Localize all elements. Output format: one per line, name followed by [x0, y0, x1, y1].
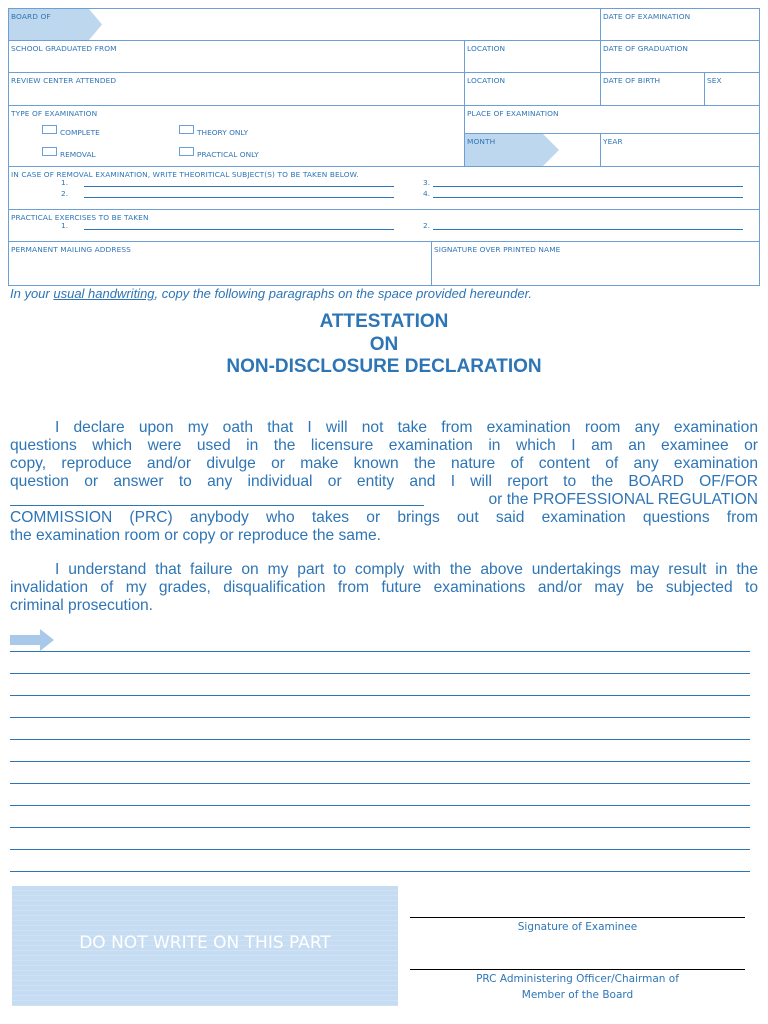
- p1-line-7: the examination room or copy or reproduce the same.: [10, 527, 381, 544]
- signature-printed-name-label: SIGNATURE OVER PRINTED NAME: [434, 245, 561, 254]
- review-center-label: REVIEW CENTER ATTENDED: [11, 76, 117, 85]
- signature-of-examinee-label: Signature of Examinee: [517, 921, 638, 933]
- p1-line-1: I declare upon my oath that I will not take from examination room any examination: [55, 419, 758, 436]
- writing-line-3[interactable]: [10, 695, 750, 696]
- removal-subject-line-1[interactable]: [84, 186, 394, 187]
- removal-note-label: IN CASE OF REMOVAL EXAMINATION, WRITE THEORITICAL SUBJECT(S) TO BE TAKEN BELOW.: [11, 170, 359, 179]
- writing-line-8[interactable]: [10, 805, 750, 806]
- writing-line-1[interactable]: [10, 651, 750, 652]
- prc-officer-label-1: PRC Administering Officer/Chairman of: [476, 973, 679, 985]
- p1-line-2: questions which were used in the licensure examination in which I am an examinee or: [10, 437, 758, 454]
- signature-printed-name-cell[interactable]: [431, 241, 760, 286]
- date-of-examination-cell[interactable]: [600, 8, 760, 41]
- writing-line-7[interactable]: [10, 783, 750, 784]
- removal-num-1: 1.: [61, 178, 69, 187]
- practical-exercises-label: PRACTICAL EXERCISES TO BE TAKEN: [11, 213, 149, 222]
- practical-exercise-line-1[interactable]: [84, 229, 394, 230]
- theory-only-checkbox[interactable]: [179, 125, 194, 134]
- place-of-examination-cell[interactable]: [464, 105, 760, 134]
- school-location-label: LOCATION: [467, 44, 506, 53]
- practical-only-checkbox[interactable]: [179, 147, 194, 156]
- school-location-cell[interactable]: [464, 40, 601, 73]
- p1-line-5-wrap: [10, 491, 758, 509]
- complete-label: COMPLETE: [60, 128, 100, 137]
- examinee-signature-line[interactable]: [410, 917, 745, 918]
- p2-line-2: invalidation of my grades, disqualification from future examinations and/or may be subjected to: [10, 579, 758, 596]
- year-label: YEAR: [603, 137, 623, 146]
- practical-num-1: 1.: [61, 221, 69, 230]
- writing-line-4[interactable]: [10, 717, 750, 718]
- p1-line-3: copy, reproduce and/or divulge or make known the nature of content of any examination: [10, 455, 758, 472]
- removal-checkbox[interactable]: [42, 147, 57, 156]
- school-graduated-from-label: SCHOOL GRADUATED FROM: [11, 44, 117, 53]
- officer-signature-line[interactable]: [410, 969, 745, 970]
- writing-line-9[interactable]: [10, 827, 750, 828]
- title-line-1: ATTESTATION: [319, 311, 449, 332]
- review-location-cell[interactable]: [464, 72, 601, 106]
- board-of-label: BOARD OF: [11, 12, 51, 21]
- arrow-right-icon: [10, 629, 55, 651]
- date-of-birth-label: DATE OF BIRTH: [603, 76, 661, 85]
- practical-only-label: PRACTICAL ONLY: [197, 150, 259, 159]
- undertaking-paragraph: [10, 561, 758, 615]
- instruction-text: [10, 286, 532, 301]
- practical-num-2: 2.: [423, 221, 431, 230]
- writing-line-2[interactable]: [10, 673, 750, 674]
- do-not-write-text: DO NOT WRITE ON THIS PART: [79, 933, 331, 953]
- type-of-examination-label: TYPE OF EXAMINATION: [11, 109, 98, 118]
- reserved-area: [12, 886, 398, 1006]
- instruction-before: In your: [10, 286, 54, 301]
- p2-line-1: I understand that failure on my part to comply with the above undertakings may result in the: [55, 561, 758, 578]
- date-of-examination-label: DATE OF EXAMINATION: [603, 12, 691, 21]
- sex-label: SEX: [707, 76, 722, 85]
- removal-num-3: 3.: [423, 178, 431, 187]
- practical-exercises-cell: [8, 209, 760, 242]
- board-of-cell[interactable]: [8, 8, 601, 41]
- removal-subjects-cell: [8, 166, 760, 210]
- title-line-3: NON-DISCLOSURE DECLARATION: [226, 356, 542, 377]
- removal-num-2: 2.: [61, 189, 69, 198]
- school-graduated-from-cell[interactable]: [8, 40, 465, 73]
- removal-subject-line-4[interactable]: [433, 197, 743, 198]
- title-line-2: ON: [369, 334, 399, 355]
- declaration-paragraph: [10, 419, 758, 545]
- review-center-cell[interactable]: [8, 72, 465, 106]
- practical-exercise-line-2[interactable]: [433, 229, 743, 230]
- month-label: MONTH: [467, 137, 496, 146]
- date-of-graduation-label: DATE OF GRADUATION: [603, 44, 689, 53]
- p1-line-5: or the PROFESSIONAL REGULATION: [488, 491, 758, 508]
- date-of-birth-cell[interactable]: [600, 72, 705, 106]
- writing-line-5[interactable]: [10, 739, 750, 740]
- review-location-label: LOCATION: [467, 76, 506, 85]
- mailing-address-label: PERMANENT MAILING ADDRESS: [11, 245, 131, 254]
- removal-num-4: 4.: [423, 189, 431, 198]
- removal-subject-line-3[interactable]: [433, 186, 743, 187]
- complete-checkbox[interactable]: [42, 125, 57, 134]
- month-cell[interactable]: [464, 133, 601, 167]
- date-of-graduation-cell[interactable]: [600, 40, 760, 73]
- removal-label: REMOVAL: [60, 150, 96, 159]
- p1-line-6: COMMISSION (PRC) anybody who takes or brings out said examination questions from: [10, 509, 758, 526]
- writing-line-6[interactable]: [10, 761, 750, 762]
- prc-officer-label-2: Member of the Board: [521, 989, 634, 1001]
- year-cell[interactable]: [600, 133, 760, 167]
- instruction-after: , copy the following paragraphs on the space provided hereunder.: [154, 286, 533, 301]
- instruction-underlined: usual handwriting: [53, 286, 155, 301]
- sex-cell[interactable]: [704, 72, 760, 106]
- writing-line-10[interactable]: [10, 849, 750, 850]
- mailing-address-cell[interactable]: [8, 241, 432, 286]
- theory-only-label: THEORY ONLY: [197, 128, 249, 137]
- writing-line-11[interactable]: [10, 871, 750, 872]
- removal-subject-line-2[interactable]: [84, 197, 394, 198]
- p1-line-4: question or answer to any individual or entity and I will report to the BOARD OF/FOR: [10, 473, 758, 490]
- p2-line-3: criminal prosecution.: [10, 597, 154, 614]
- board-blank-line[interactable]: [10, 505, 424, 506]
- place-of-examination-label: PLACE OF EXAMINATION: [467, 109, 559, 118]
